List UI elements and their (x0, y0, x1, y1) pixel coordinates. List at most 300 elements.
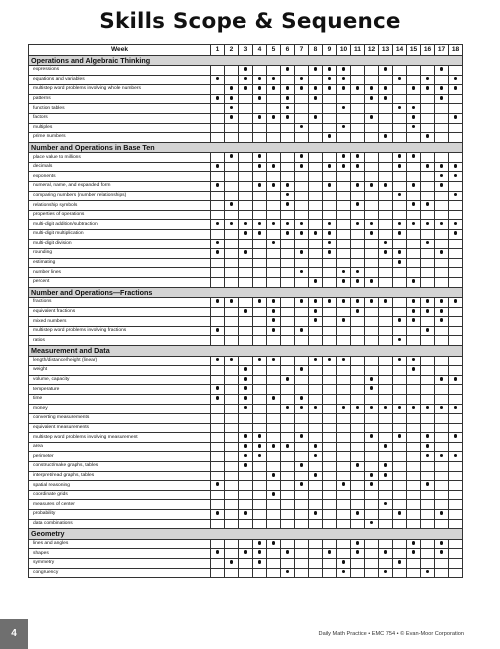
week-cell (421, 239, 435, 249)
covered-dot-icon (342, 270, 346, 274)
skill-row (29, 539, 463, 549)
covered-dot-icon (216, 164, 220, 168)
covered-dot-icon (342, 67, 346, 71)
week-cell (351, 220, 365, 230)
week-cell (253, 220, 267, 230)
week-cell (407, 307, 421, 317)
skill-row (29, 433, 463, 443)
week-cell (239, 268, 253, 278)
skill-label: data combinations (29, 519, 211, 529)
week-cell (393, 113, 407, 123)
week-cell (211, 201, 225, 211)
covered-dot-icon (440, 377, 444, 381)
covered-dot-icon (370, 482, 374, 486)
week-cell (449, 268, 463, 278)
week-cell (435, 75, 449, 85)
covered-dot-icon (342, 482, 346, 486)
week-cell (267, 104, 281, 114)
covered-dot-icon (244, 377, 248, 381)
section-title: Operations and Algebraic Thinking (29, 55, 463, 66)
week-cell (421, 153, 435, 163)
week-cell (393, 249, 407, 259)
week-cell (225, 191, 239, 201)
week-cell (421, 123, 435, 133)
week-cell (379, 568, 393, 578)
covered-dot-icon (286, 86, 290, 90)
week-cell (393, 568, 407, 578)
week-cell (365, 230, 379, 240)
week-cell (435, 277, 449, 287)
week-cell (225, 558, 239, 568)
week-cell (407, 162, 421, 172)
week-cell (337, 123, 351, 133)
covered-dot-icon (258, 77, 262, 81)
week-cell (393, 85, 407, 95)
week-cell (323, 133, 337, 143)
week-cell (365, 210, 379, 220)
week-cell (449, 123, 463, 133)
week-cell (281, 317, 295, 327)
week-cell (351, 433, 365, 443)
covered-dot-icon (244, 444, 248, 448)
week-cell (379, 268, 393, 278)
week-cell (323, 356, 337, 366)
covered-dot-icon (384, 570, 388, 574)
week-cell (309, 568, 323, 578)
skill-row (29, 162, 463, 172)
week-cell (393, 94, 407, 104)
skill-row (29, 75, 463, 85)
week-cell (225, 414, 239, 424)
covered-dot-icon (454, 115, 458, 119)
covered-dot-icon (314, 309, 318, 313)
covered-dot-icon (272, 299, 276, 303)
week-cell (309, 519, 323, 529)
week-cell (407, 490, 421, 500)
skill-label: multistep word problems involving fractions (29, 326, 211, 336)
week-cell (239, 66, 253, 76)
week-cell (281, 462, 295, 472)
week-cell (267, 549, 281, 559)
skill-row (29, 172, 463, 182)
week-cell (337, 75, 351, 85)
covered-dot-icon (342, 77, 346, 81)
week-cell (365, 539, 379, 549)
skill-label: area (29, 442, 211, 452)
week-cell (225, 230, 239, 240)
week-cell (253, 239, 267, 249)
week-cell (239, 104, 253, 114)
covered-dot-icon (314, 67, 318, 71)
week-cell (365, 113, 379, 123)
week-cell (267, 75, 281, 85)
week-cell (211, 519, 225, 529)
week-cell (407, 75, 421, 85)
week-cell (323, 210, 337, 220)
week-cell (435, 191, 449, 201)
week-cell (449, 568, 463, 578)
week-cell (421, 172, 435, 182)
week-cell (211, 298, 225, 308)
week-cell (253, 394, 267, 404)
week-cell (239, 191, 253, 201)
skill-label: money (29, 404, 211, 414)
week-cell (337, 153, 351, 163)
covered-dot-icon (440, 406, 444, 410)
week-cell (253, 519, 267, 529)
week-cell (295, 94, 309, 104)
week-cell (365, 336, 379, 346)
week-cell (337, 385, 351, 395)
skill-label: function tables (29, 104, 211, 114)
week-cell (379, 510, 393, 520)
week-cell (393, 549, 407, 559)
covered-dot-icon (216, 96, 220, 100)
covered-dot-icon (342, 560, 346, 564)
week-cell (379, 123, 393, 133)
covered-dot-icon (230, 299, 234, 303)
week-cell (351, 423, 365, 433)
skill-row (29, 452, 463, 462)
covered-dot-icon (244, 309, 248, 313)
week-cell (239, 452, 253, 462)
week-cell (365, 162, 379, 172)
covered-dot-icon (342, 279, 346, 283)
week-cell (393, 433, 407, 443)
covered-dot-icon (398, 406, 402, 410)
skill-row (29, 249, 463, 259)
covered-dot-icon (440, 454, 444, 458)
week-cell (379, 66, 393, 76)
skill-row (29, 356, 463, 366)
week-cell (393, 385, 407, 395)
week-cell (421, 94, 435, 104)
week-cell (295, 133, 309, 143)
week-cell (435, 123, 449, 133)
covered-dot-icon (300, 299, 304, 303)
week-cell (225, 298, 239, 308)
week-cell (421, 471, 435, 481)
week-cell (379, 220, 393, 230)
week-cell (435, 442, 449, 452)
covered-dot-icon (314, 444, 318, 448)
week-cell (421, 385, 435, 395)
week-cell (379, 500, 393, 510)
week-cell (211, 239, 225, 249)
week-cell (365, 191, 379, 201)
covered-dot-icon (328, 250, 332, 254)
week-cell (295, 230, 309, 240)
week-cell (295, 500, 309, 510)
week-cell (253, 268, 267, 278)
skill-row (29, 182, 463, 192)
covered-dot-icon (356, 309, 360, 313)
week-cell (225, 66, 239, 76)
skill-row (29, 113, 463, 123)
week-cell (365, 239, 379, 249)
week-cell (239, 490, 253, 500)
week-cell (351, 85, 365, 95)
covered-dot-icon (440, 174, 444, 178)
week-cell (435, 336, 449, 346)
covered-dot-icon (272, 115, 276, 119)
covered-dot-icon (244, 367, 248, 371)
covered-dot-icon (286, 96, 290, 100)
covered-dot-icon (398, 193, 402, 197)
week-cell (365, 423, 379, 433)
week-cell (281, 326, 295, 336)
skill-row (29, 414, 463, 424)
week-cell (379, 558, 393, 568)
week-cell (267, 356, 281, 366)
week-cell (239, 404, 253, 414)
week-cell (211, 568, 225, 578)
week-cell (225, 326, 239, 336)
covered-dot-icon (370, 377, 374, 381)
covered-dot-icon (440, 299, 444, 303)
covered-dot-icon (216, 183, 220, 187)
week-cell (337, 423, 351, 433)
week-cell (393, 220, 407, 230)
covered-dot-icon (314, 279, 318, 283)
week-cell (281, 336, 295, 346)
covered-dot-icon (426, 77, 430, 81)
week-cell (309, 433, 323, 443)
week-cell (295, 442, 309, 452)
week-cell (323, 123, 337, 133)
week-cell (253, 490, 267, 500)
week-cell (211, 85, 225, 95)
week-cell (253, 549, 267, 559)
covered-dot-icon (454, 174, 458, 178)
week-cell (435, 317, 449, 327)
week-cell (351, 94, 365, 104)
week-cell (225, 162, 239, 172)
week-cell (281, 452, 295, 462)
week-cell (379, 336, 393, 346)
week-cell (365, 94, 379, 104)
week-cell (407, 153, 421, 163)
week-cell (365, 442, 379, 452)
week-cell (365, 510, 379, 520)
skill-label: patterns (29, 94, 211, 104)
covered-dot-icon (328, 222, 332, 226)
week-cell (421, 66, 435, 76)
skill-row (29, 307, 463, 317)
week-cell (365, 326, 379, 336)
week-cell (393, 66, 407, 76)
covered-dot-icon (356, 299, 360, 303)
week-cell (379, 133, 393, 143)
week-cell (323, 539, 337, 549)
week-cell (309, 191, 323, 201)
week-cell (407, 366, 421, 376)
covered-dot-icon (440, 541, 444, 545)
week-cell (449, 462, 463, 472)
week-cell (407, 481, 421, 491)
covered-dot-icon (230, 96, 234, 100)
week-column-header: 17 (435, 45, 449, 56)
week-cell (407, 558, 421, 568)
week-cell (253, 366, 267, 376)
week-cell (239, 510, 253, 520)
week-cell (211, 433, 225, 443)
week-cell (295, 452, 309, 462)
week-cell (407, 123, 421, 133)
covered-dot-icon (398, 154, 402, 158)
week-cell (323, 481, 337, 491)
week-cell (365, 356, 379, 366)
covered-dot-icon (384, 444, 388, 448)
week-cell (421, 356, 435, 366)
covered-dot-icon (426, 454, 430, 458)
covered-dot-icon (440, 96, 444, 100)
week-cell (281, 277, 295, 287)
week-cell (351, 490, 365, 500)
week-cell (281, 510, 295, 520)
week-cell (281, 404, 295, 414)
week-cell (449, 66, 463, 76)
week-cell (309, 326, 323, 336)
week-cell (449, 75, 463, 85)
week-cell (309, 481, 323, 491)
week-cell (435, 462, 449, 472)
week-cell (309, 85, 323, 95)
covered-dot-icon (370, 96, 374, 100)
covered-dot-icon (356, 202, 360, 206)
week-cell (323, 375, 337, 385)
skill-row (29, 326, 463, 336)
skill-label: prime numbers (29, 133, 211, 143)
section-row (29, 55, 463, 66)
week-cell (365, 375, 379, 385)
covered-dot-icon (272, 164, 276, 168)
covered-dot-icon (412, 279, 416, 283)
week-cell (281, 568, 295, 578)
week-cell (239, 201, 253, 211)
week-cell (421, 442, 435, 452)
covered-dot-icon (300, 434, 304, 438)
covered-dot-icon (370, 222, 374, 226)
week-cell (337, 172, 351, 182)
covered-dot-icon (216, 299, 220, 303)
week-cell (211, 317, 225, 327)
covered-dot-icon (300, 270, 304, 274)
week-cell (211, 366, 225, 376)
covered-dot-icon (370, 521, 374, 525)
week-cell (407, 258, 421, 268)
week-cell (253, 510, 267, 520)
week-cell (365, 220, 379, 230)
week-cell (379, 162, 393, 172)
week-cell (323, 298, 337, 308)
covered-dot-icon (384, 250, 388, 254)
week-cell (365, 317, 379, 327)
week-cell (295, 162, 309, 172)
covered-dot-icon (230, 106, 234, 110)
week-cell (365, 568, 379, 578)
week-cell (225, 210, 239, 220)
week-cell (323, 249, 337, 259)
week-cell (337, 414, 351, 424)
week-cell (295, 220, 309, 230)
week-cell (421, 210, 435, 220)
week-cell (435, 414, 449, 424)
week-cell (225, 510, 239, 520)
week-cell (267, 123, 281, 133)
covered-dot-icon (328, 299, 332, 303)
week-cell (379, 519, 393, 529)
week-column-header: 2 (225, 45, 239, 56)
covered-dot-icon (300, 86, 304, 90)
week-cell (351, 317, 365, 327)
covered-dot-icon (244, 86, 248, 90)
week-cell (407, 471, 421, 481)
covered-dot-icon (300, 482, 304, 486)
week-cell (449, 490, 463, 500)
covered-dot-icon (328, 86, 332, 90)
covered-dot-icon (286, 106, 290, 110)
week-cell (449, 558, 463, 568)
covered-dot-icon (244, 231, 248, 235)
covered-dot-icon (272, 358, 276, 362)
week-cell (435, 549, 449, 559)
covered-dot-icon (370, 231, 374, 235)
covered-dot-icon (426, 434, 430, 438)
week-cell (393, 481, 407, 491)
week-cell (393, 75, 407, 85)
week-cell (421, 462, 435, 472)
week-cell (281, 385, 295, 395)
covered-dot-icon (328, 164, 332, 168)
week-cell (267, 239, 281, 249)
week-cell (267, 462, 281, 472)
week-cell (309, 66, 323, 76)
week-cell (309, 558, 323, 568)
week-cell (267, 268, 281, 278)
covered-dot-icon (258, 541, 262, 545)
week-cell (239, 414, 253, 424)
week-cell (323, 414, 337, 424)
week-cell (295, 307, 309, 317)
skill-label: probability (29, 510, 211, 520)
covered-dot-icon (370, 279, 374, 283)
week-cell (393, 153, 407, 163)
week-cell (449, 500, 463, 510)
week-cell (379, 210, 393, 220)
week-cell (267, 220, 281, 230)
week-cell (239, 366, 253, 376)
week-cell (225, 220, 239, 230)
covered-dot-icon (356, 279, 360, 283)
covered-dot-icon (384, 463, 388, 467)
week-cell (239, 326, 253, 336)
week-cell (267, 375, 281, 385)
week-cell (393, 317, 407, 327)
week-cell (267, 153, 281, 163)
week-cell (309, 153, 323, 163)
week-cell (239, 239, 253, 249)
week-cell (323, 336, 337, 346)
week-cell (393, 356, 407, 366)
week-cell (393, 123, 407, 133)
week-cell (337, 239, 351, 249)
week-cell (365, 123, 379, 133)
week-cell (365, 182, 379, 192)
week-cell (337, 490, 351, 500)
covered-dot-icon (440, 250, 444, 254)
covered-dot-icon (398, 164, 402, 168)
